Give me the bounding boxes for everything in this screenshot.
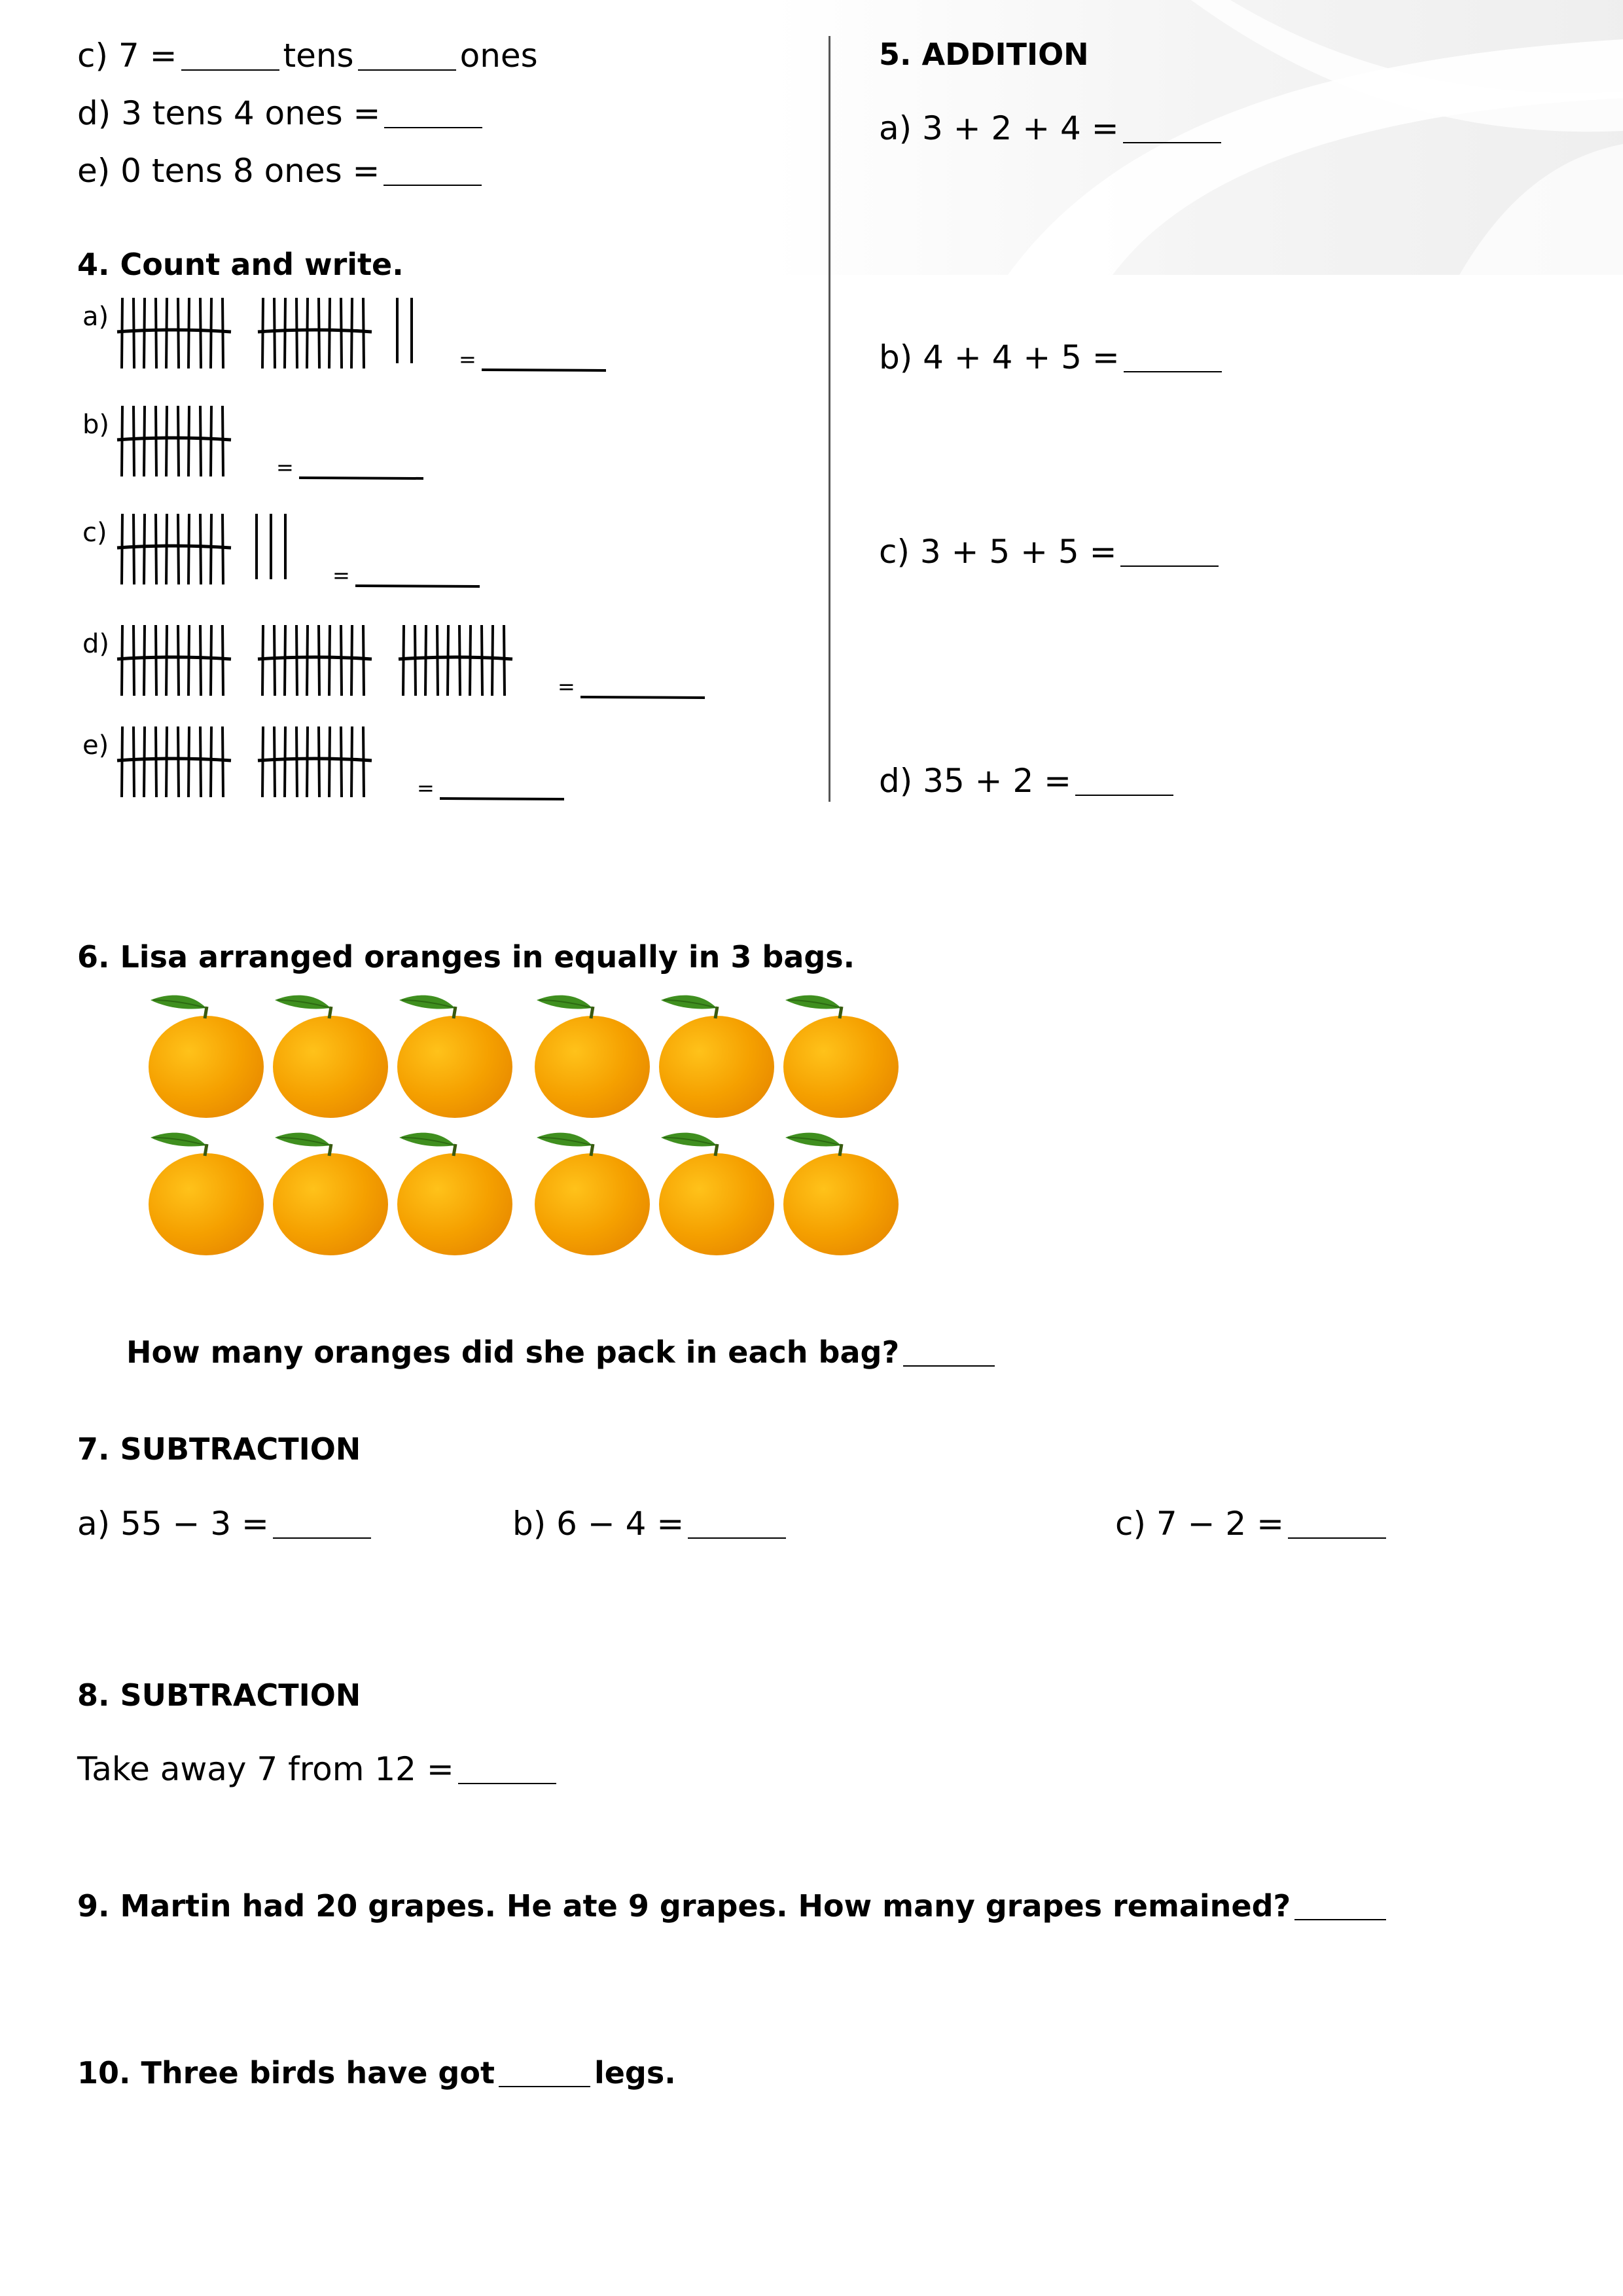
orange-icon: [268, 1126, 393, 1257]
tally-row-a: [73, 291, 760, 376]
q7-a-answer-blank[interactable]: [273, 1537, 371, 1539]
q4-title: 4. Count and write.: [77, 247, 404, 282]
q3-c-suffix: ones: [459, 37, 538, 75]
q8-text: Take away 7 from 12 =: [77, 1750, 454, 1788]
q7-a-text: a) 55 − 3 =: [77, 1505, 269, 1543]
q5-item-b: [879, 338, 1226, 377]
ten-bundle: [117, 625, 231, 696]
ten-bundle: [117, 514, 231, 584]
q10-item: [77, 2053, 676, 2092]
q7-b-answer-blank[interactable]: [688, 1537, 786, 1539]
q5-c-answer-blank[interactable]: [1120, 565, 1219, 567]
q9-answer-blank[interactable]: [1294, 1919, 1386, 1920]
q3-c-ones-blank[interactable]: [358, 69, 456, 71]
orange-icon: [654, 1126, 779, 1257]
oranges-illustration: [144, 988, 929, 1270]
orange-icon: [144, 1126, 268, 1257]
equals-sign: =: [417, 776, 435, 800]
tally-label: d): [82, 629, 109, 659]
orange-icon: [530, 1126, 654, 1257]
q9-text: 9. Martin had 20 grapes. He ate 9 grapes. How many grapes remained?: [77, 1888, 1291, 1924]
orange-icon: [393, 1126, 517, 1257]
q5-b-answer-blank[interactable]: [1124, 371, 1222, 372]
ten-bundle: [258, 726, 372, 797]
q3-c-tens-blank[interactable]: [181, 69, 279, 71]
tally-label: a): [82, 302, 109, 332]
orange-icon: [654, 988, 779, 1119]
tally-drawing: [73, 720, 760, 805]
orange-icon: [268, 988, 393, 1119]
q3-e-answer-blank[interactable]: [383, 185, 482, 186]
q5-a-text: a) 3 + 2 + 4 =: [879, 109, 1119, 147]
q3-e-text: e) 0 tens 8 ones =: [77, 152, 380, 190]
q3-item-e: [77, 151, 486, 190]
answer-blank[interactable]: [580, 697, 705, 698]
q8-item: [77, 1749, 560, 1789]
q5-d-answer-blank[interactable]: [1075, 795, 1173, 796]
q6-title: 6. Lisa arranged oranges in equally in 3 bags.: [77, 939, 855, 975]
column-divider: [829, 36, 830, 802]
q10-suffix: legs.: [594, 2055, 676, 2090]
ten-bundle: [258, 625, 372, 696]
q7-item-c: [1115, 1504, 1390, 1543]
q9-item: [77, 1886, 1390, 1926]
q5-item-a: [879, 109, 1225, 148]
answer-blank[interactable]: [440, 798, 564, 799]
orange-icon: [393, 988, 517, 1119]
q7-item-a: [77, 1504, 375, 1543]
q6-question-text: How many oranges did she pack in each bag?: [126, 1335, 900, 1370]
equals-sign: =: [558, 674, 575, 699]
q5-b-text: b) 4 + 4 + 5 =: [879, 338, 1120, 376]
q7-c-answer-blank[interactable]: [1288, 1537, 1386, 1539]
q8-title: 8. SUBTRACTION: [77, 1677, 361, 1713]
tally-row-e: [73, 720, 760, 805]
q10-prefix: 10. Three birds have got: [77, 2055, 495, 2090]
q7-b-text: b) 6 − 4 =: [512, 1505, 685, 1543]
q3-item-d: [77, 94, 486, 133]
ten-bundle: [258, 298, 372, 368]
equals-sign: =: [276, 455, 294, 480]
q7-c-text: c) 7 − 2 =: [1115, 1505, 1284, 1543]
tally-drawing: [73, 507, 760, 592]
q8-answer-blank[interactable]: [458, 1783, 556, 1784]
ten-bundle: [117, 406, 231, 476]
equals-sign: =: [332, 563, 350, 588]
q6-question: [126, 1333, 999, 1372]
q10-answer-blank[interactable]: [499, 2086, 590, 2087]
orange-icon: [530, 988, 654, 1119]
q5-c-text: c) 3 + 5 + 5 =: [879, 533, 1117, 571]
orange-icon: [779, 1126, 903, 1257]
ten-bundle: [117, 298, 231, 368]
q5-a-answer-blank[interactable]: [1123, 142, 1221, 143]
q3-d-text: d) 3 tens 4 ones =: [77, 94, 381, 132]
q3-c-prefix: c) 7 =: [77, 37, 177, 75]
tally-label: c): [82, 518, 107, 548]
tally-row-c: [73, 507, 760, 592]
q3-d-answer-blank[interactable]: [384, 127, 482, 128]
tally-label: b): [82, 410, 109, 440]
q7-title: 7. SUBTRACTION: [77, 1431, 361, 1467]
orange-icon: [779, 988, 903, 1119]
q3-c-mid: tens: [283, 37, 354, 75]
ten-bundle: [117, 726, 231, 797]
q3-item-c: [77, 36, 538, 75]
equals-sign: =: [459, 347, 476, 372]
tally-row-b: [73, 399, 760, 484]
tally-drawing: [73, 399, 760, 484]
q6-answer-blank[interactable]: [903, 1365, 995, 1367]
q5-item-d: [879, 761, 1177, 800]
tally-drawing: [73, 619, 760, 704]
tally-drawing: [73, 291, 760, 376]
q5-d-text: d) 35 + 2 =: [879, 762, 1072, 800]
q7-item-b: [512, 1504, 790, 1543]
ten-bundle: [399, 625, 512, 696]
tally-row-d: [73, 619, 760, 704]
orange-icon: [144, 988, 268, 1119]
q5-item-c: [879, 532, 1222, 571]
tally-label: e): [82, 730, 109, 761]
q5-title: 5. ADDITION: [879, 37, 1089, 72]
